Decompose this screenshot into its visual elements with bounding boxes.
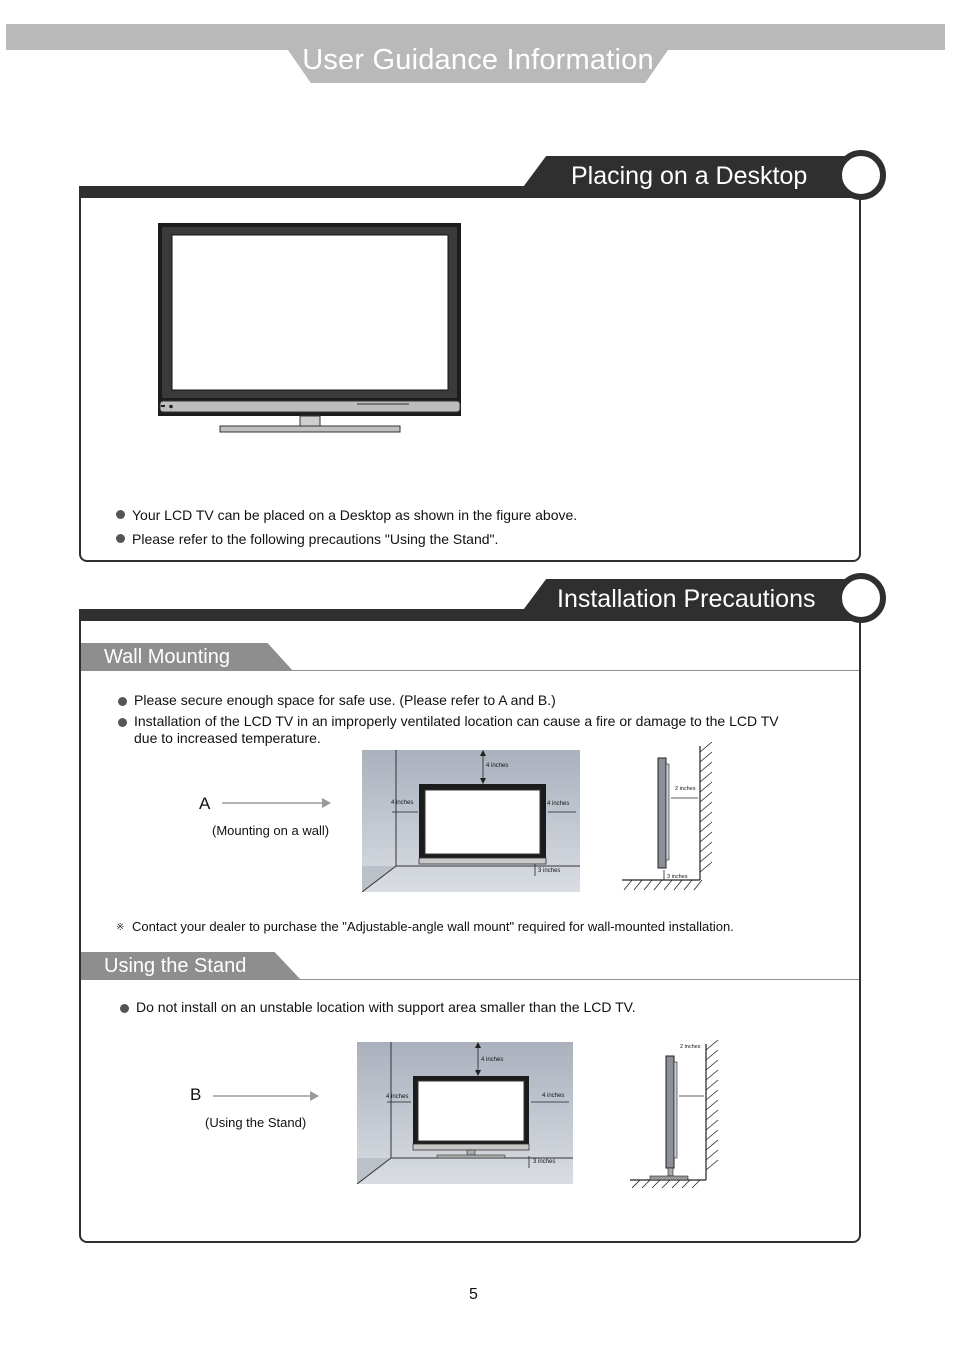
- wall-caption: (Mounting on a wall): [212, 823, 330, 838]
- page-number: 5: [469, 1286, 478, 1303]
- desktop-bullet-1: Your LCD TV can be placed on a Desktop as shown in the figure above.: [132, 507, 578, 523]
- desktop-tv-illustration: [155, 220, 465, 436]
- stand-side-dim-back: 2 inches: [680, 1044, 701, 1050]
- wall-mounting-divider: [81, 670, 859, 671]
- page-title: User Guidance Information: [302, 44, 654, 76]
- wall-side-dim-bottom: 3 inches: [667, 874, 688, 880]
- desktop-section-circle: [836, 150, 886, 200]
- bullet-dot: [118, 697, 127, 706]
- wall-bullet-1: Please secure enough space for safe use. (Please refer to A and B.): [134, 692, 556, 708]
- bullet-dot: [116, 534, 125, 543]
- wall-mount-side-diagram: [620, 742, 716, 892]
- wall-dim-right: 4 inches: [547, 801, 570, 807]
- wall-dim-top: 4 inches: [486, 763, 509, 769]
- stand-dim-top: 4 inches: [481, 1057, 504, 1063]
- label-a: A: [199, 794, 211, 813]
- note-mark-icon: ※: [116, 922, 125, 933]
- using-stand-divider: [81, 979, 859, 980]
- stand-side-diagram: [628, 1040, 722, 1190]
- bullet-dot: [120, 1004, 129, 1013]
- wall-bullet-2-cont: due to increased temperature.: [134, 730, 321, 746]
- label-b: B: [190, 1085, 202, 1104]
- stand-caption: (Using the Stand): [205, 1115, 307, 1130]
- arrow-right-icon: [211, 1089, 326, 1103]
- stand-dim-bottom: 3 inches: [533, 1159, 556, 1165]
- wall-bullet-2: Installation of the LCD TV in an improperly ventilated location can cause a fire or damage to the LCD TV: [134, 713, 779, 729]
- desktop-bullet-2: Please refer to the following precautions "Using the Stand".: [132, 531, 499, 547]
- stand-dim-left: 4 inches: [386, 1094, 409, 1100]
- wall-side-dim-back: 2 inches: [675, 786, 696, 792]
- wall-dim-left: 4 inches: [391, 800, 414, 806]
- bullet-dot: [118, 718, 127, 727]
- stand-bullet-1: Do not install on an unstable location with support area smaller than the LCD TV.: [136, 999, 636, 1015]
- arrow-right-icon: [220, 796, 335, 810]
- wall-note: Contact your dealer to purchase the "Adjustable-angle wall mount" required for wall-mounted installation.: [132, 919, 734, 934]
- wall-dim-bottom: 3 inches: [538, 868, 561, 874]
- using-stand-heading: Using the Stand: [104, 955, 247, 977]
- desktop-section-title: Placing on a Desktop: [571, 162, 808, 190]
- install-section-title: Installation Precautions: [557, 585, 816, 613]
- bullet-dot: [116, 510, 125, 519]
- stand-dim-right: 4 inches: [542, 1093, 565, 1099]
- wall-mounting-heading: Wall Mounting: [104, 646, 230, 668]
- install-section-circle: [836, 573, 886, 623]
